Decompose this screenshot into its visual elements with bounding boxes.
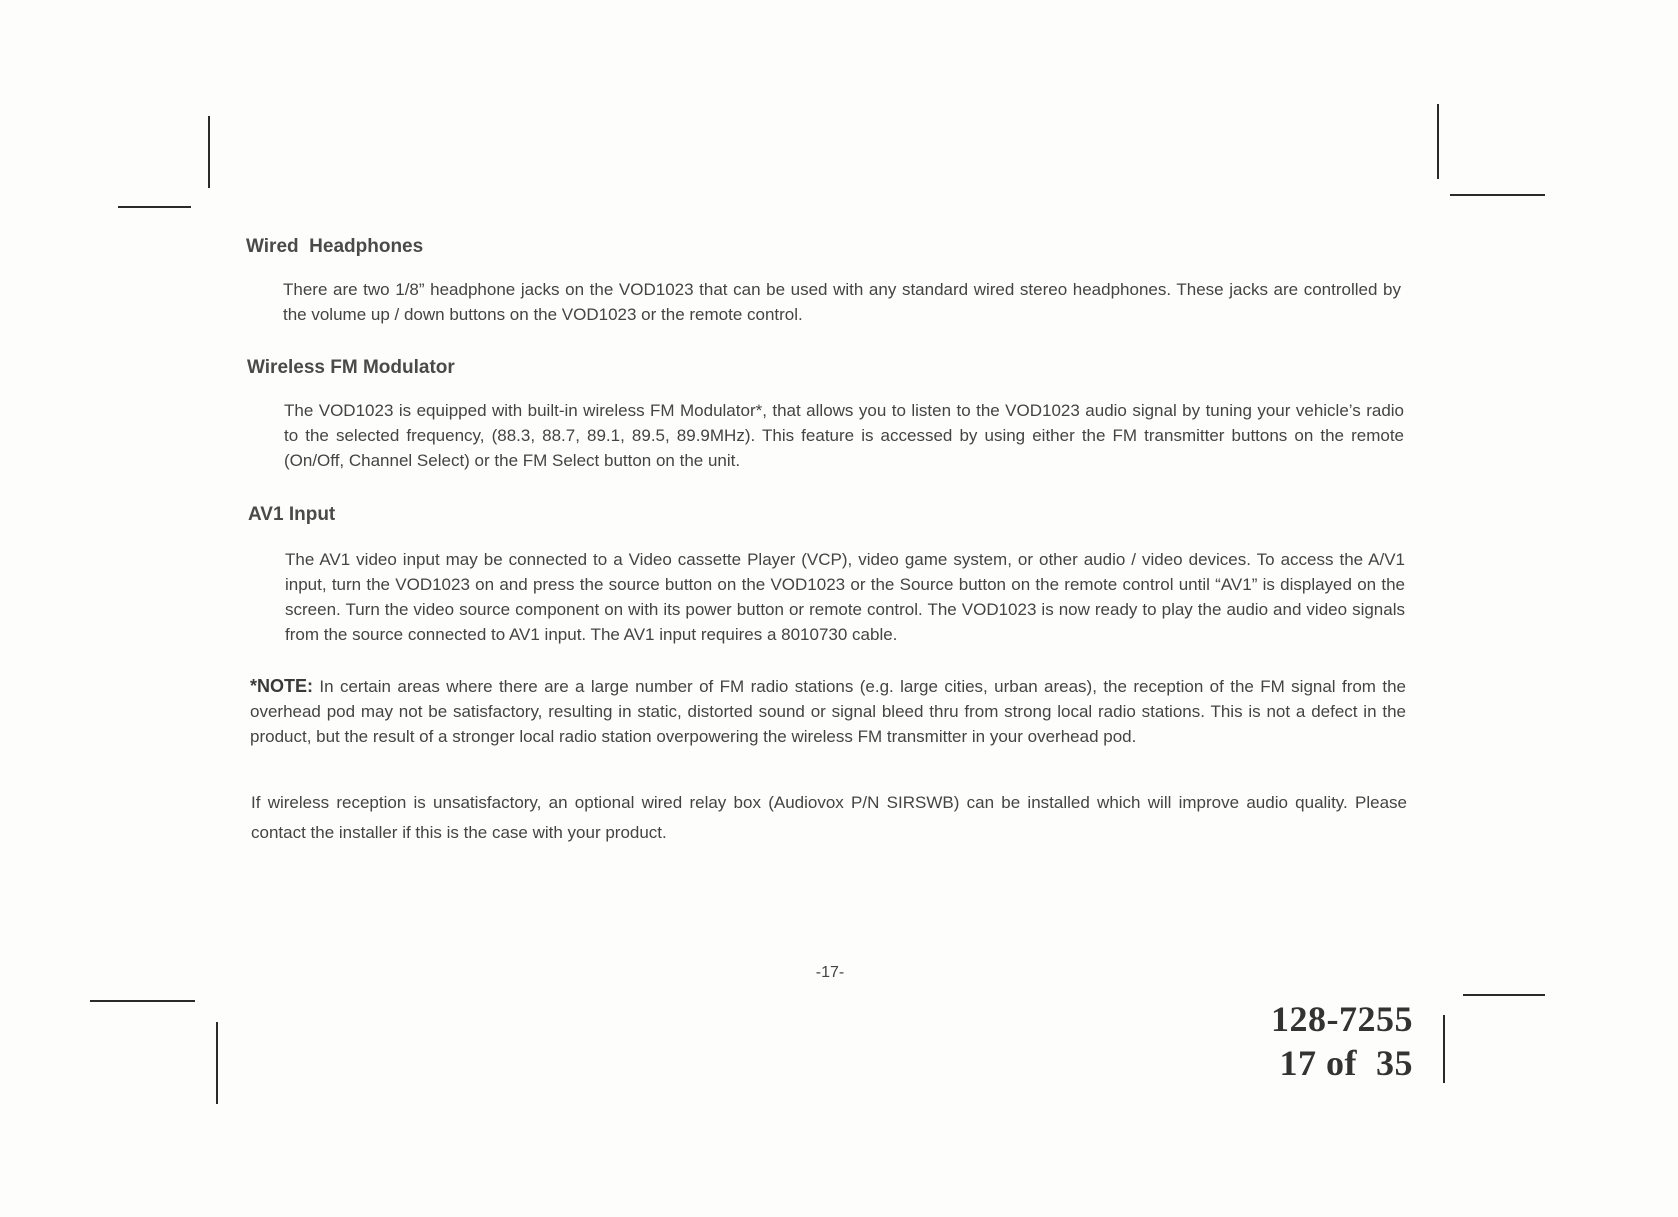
crop-mark-bottom-left-horizontal [90, 1000, 195, 1002]
section-heading-av1-input: AV1 Input [248, 504, 336, 525]
page-count-stamp: 17 of 35 [1279, 1043, 1413, 1083]
note-text: In certain areas where there are a large number of FM radio stations (e.g. large cities, urban areas), the reception of the FM signal from the overhead pod may not be satisfactory, resulting in static, distorted sound or signal bleed thru from strong local radio stations. This is not a defect in the product, but the result of a stronger local radio station overpowering the wireless FM transmitter in your overhead pod. [250, 677, 1406, 746]
section-body-wireless-fm-modulator: The VOD1023 is equipped with built-in wireless FM Modulator*, that allows you to listen to the VOD1023 audio signal by tuning your vehicle’s radio to the selected frequency, (88.3, 88.7, 89.1, 89.5, 89.9MHz). This feature is accessed by using either the FM transmitter buttons on the remote (On/Off, Channel Select) or the FM Select button on the unit. [284, 401, 1404, 470]
page-number: -17- [815, 964, 845, 981]
crop-mark-top-right-horizontal [1450, 194, 1545, 196]
note-label: *NOTE: [250, 676, 313, 696]
relay-paragraph: If wireless reception is unsatisfactory, an optional wired relay box (Audiovox P/N SIRSWB) can be installed which will improve audio quality. Please contact the installer if this is the case with your product. [251, 793, 1407, 842]
crop-mark-top-right-vertical [1437, 104, 1439, 179]
section-heading-wireless-fm-modulator: Wireless FM Modulator [247, 357, 455, 378]
crop-mark-bottom-left-vertical [216, 1022, 218, 1104]
crop-mark-bottom-right-vertical [1443, 1015, 1445, 1083]
crop-mark-top-left-vertical [208, 116, 210, 188]
crop-mark-bottom-right-horizontal [1463, 994, 1545, 996]
section-body-wired-headphones: There are two 1/8” headphone jacks on the VOD1023 that can be used with any standard wired stereo headphones. These jacks are controlled by the volume up / down buttons on the VOD1023 or the remote control. [283, 280, 1401, 324]
section-heading-wired-headphones: Wired Headphones [246, 236, 424, 257]
note-paragraph [250, 674, 1406, 749]
crop-mark-top-left-horizontal [118, 206, 191, 208]
document-number-stamp: 128-7255 [1271, 999, 1413, 1039]
section-body-av1-input: The AV1 video input may be connected to a Video cassette Player (VCP), video game system, or other audio / video devices. To access the A/V1 input, turn the VOD1023 on and press the source button on the VOD1023 or the Source button on the remote control until “AV1” is displayed on the screen. Turn the video source component on with its power button or remote control. The VOD1023 is now ready to play the audio and video signals from the source connected to AV1 input. The AV1 input requires a 8010730 cable. [285, 550, 1405, 644]
